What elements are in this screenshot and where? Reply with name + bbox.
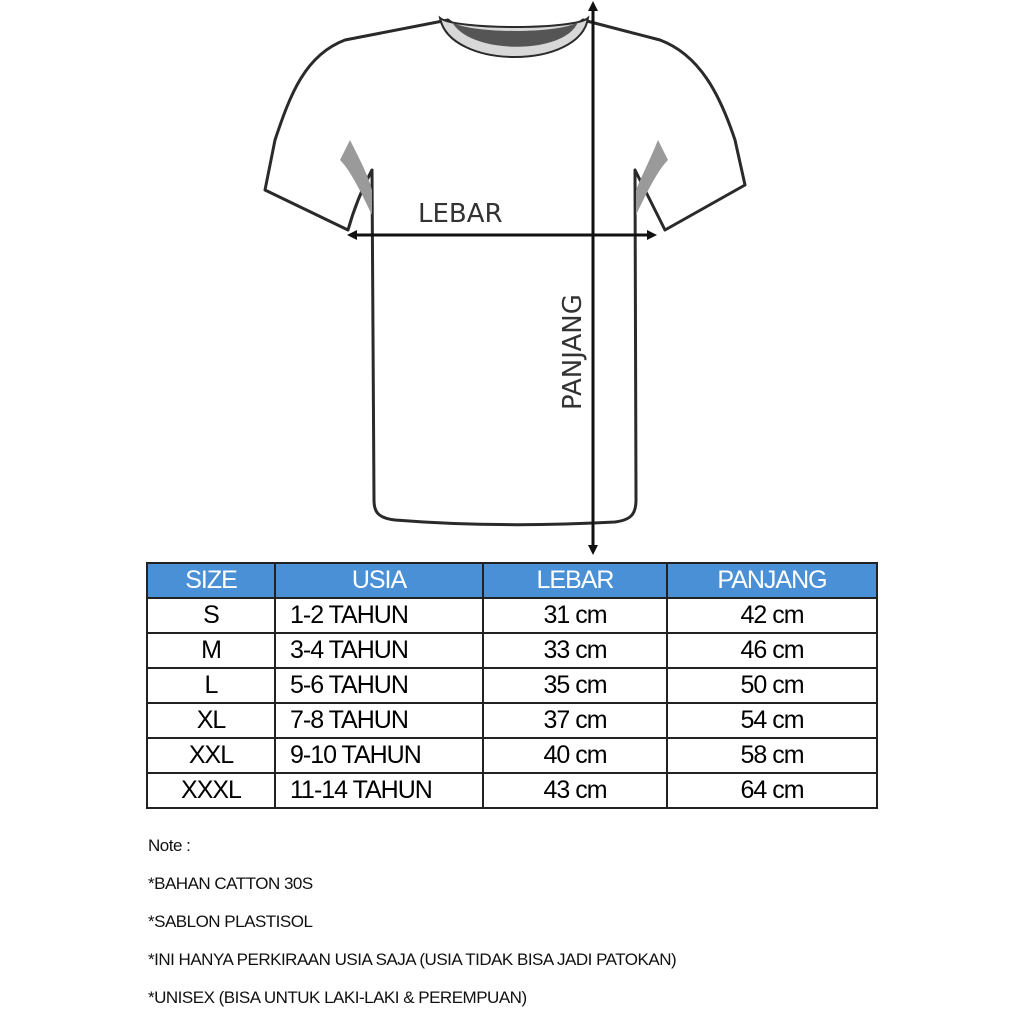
header-panjang: PANJANG xyxy=(667,563,877,598)
cell-lebar: 35 cm xyxy=(483,668,667,703)
table-row xyxy=(147,668,877,703)
cell-size: L xyxy=(147,668,275,703)
note-item-print: *SABLON PLASTISOL xyxy=(148,912,313,931)
table-row xyxy=(147,703,877,738)
cell-usia: 5-6 TAHUN xyxy=(275,668,483,703)
cell-lebar: 40 cm xyxy=(483,738,667,773)
note-item-material: *BAHAN CATTON 30S xyxy=(148,874,313,893)
cell-usia: 7-8 TAHUN xyxy=(275,703,483,738)
tshirt-outline xyxy=(265,20,745,525)
table-row xyxy=(147,738,877,773)
notes-title: Note : xyxy=(148,836,191,855)
note-item-unisex: *UNISEX (BISA UNTUK LAKI-LAKI & PEREMPUAN) xyxy=(148,988,527,1007)
cell-panjang: 50 cm xyxy=(667,668,877,703)
header-lebar: LEBAR xyxy=(483,563,667,598)
cell-lebar: 43 cm xyxy=(483,773,667,808)
table-header-row xyxy=(147,563,877,598)
cell-lebar: 33 cm xyxy=(483,633,667,668)
cell-usia: 1-2 TAHUN xyxy=(275,598,483,633)
cell-usia: 11-14 TAHUN xyxy=(275,773,483,808)
notes-section xyxy=(148,836,908,1026)
cell-size: XXXL xyxy=(147,773,275,808)
header-usia: USIA xyxy=(275,563,483,598)
cell-panjang: 64 cm xyxy=(667,773,877,808)
length-label: PANJANG xyxy=(558,294,588,410)
size-table xyxy=(146,562,878,809)
cell-panjang: 58 cm xyxy=(667,738,877,773)
cell-lebar: 37 cm xyxy=(483,703,667,738)
header-size: SIZE xyxy=(147,563,275,598)
table-row xyxy=(147,598,877,633)
cell-panjang: 46 cm xyxy=(667,633,877,668)
cell-size: S xyxy=(147,598,275,633)
cell-size: XXL xyxy=(147,738,275,773)
cell-panjang: 54 cm xyxy=(667,703,877,738)
cell-size: M xyxy=(147,633,275,668)
table-row xyxy=(147,773,877,808)
cell-panjang: 42 cm xyxy=(667,598,877,633)
cell-lebar: 31 cm xyxy=(483,598,667,633)
cell-usia: 3-4 TAHUN xyxy=(275,633,483,668)
width-label: LEBAR xyxy=(418,199,503,229)
cell-size: XL xyxy=(147,703,275,738)
cell-usia: 9-10 TAHUN xyxy=(275,738,483,773)
table-row xyxy=(147,633,877,668)
note-item-age-disclaimer: *INI HANYA PERKIRAAN USIA SAJA (USIA TIDAK BISA JADI PATOKAN) xyxy=(148,950,677,969)
